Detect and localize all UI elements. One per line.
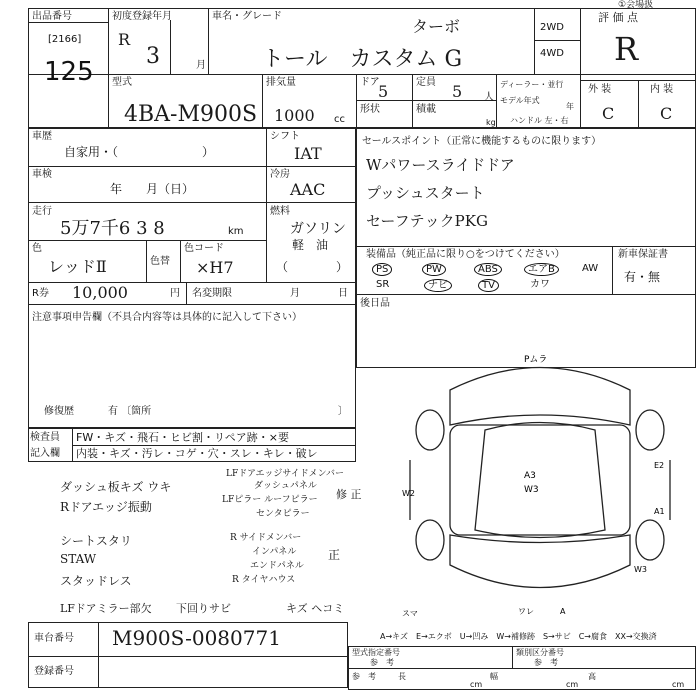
shift-label: シフト <box>270 131 300 142</box>
shape-label: 形状 <box>360 104 380 115</box>
width-label: 幅 <box>490 672 498 681</box>
first-reg-era: R <box>118 30 131 49</box>
repair-history-close: 〕 <box>338 406 348 417</box>
note-underbody: 下回りサビ <box>176 602 231 615</box>
load-label: 積載 <box>416 104 436 115</box>
displacement-value: 1000 <box>274 106 315 125</box>
evaluation-score: R <box>614 30 639 68</box>
equipment-navi: ナビ <box>424 279 452 292</box>
note-scratch-dent: キズ ヘコミ <box>286 602 345 615</box>
type-ref: 参 考 <box>370 658 394 667</box>
interior-label: 内 装 <box>650 84 674 95</box>
color-code-value: ×H7 <box>196 258 234 277</box>
equipment-aw: AW <box>582 263 599 274</box>
lot-number: 125 <box>44 57 94 87</box>
inspector-row-fw: FW・キズ・飛石・ヒビ割・リペア跡・×要 <box>76 431 289 444</box>
model-label: 型式 <box>112 77 132 88</box>
repair-list-2-a: R サイドメンバー <box>230 533 302 543</box>
note-dash-scratch: ダッシュ板キズ ウキ <box>60 480 172 494</box>
rear-items-label: 後日品 <box>360 298 390 309</box>
inspection-value: 年 月（日） <box>110 182 195 196</box>
height-label: 高 <box>588 672 596 681</box>
exterior-label: 外 装 <box>588 84 612 95</box>
damage-label-e2: E2 <box>654 461 665 470</box>
repair-history-label: 修復歴 <box>44 406 74 417</box>
chassis-label: 車台番号 <box>34 633 74 644</box>
evaluation-label: 評 価 点 <box>598 11 638 24</box>
load-unit: kg <box>486 118 496 127</box>
lot-sub: [2166] <box>48 34 82 45</box>
history-label: 車歴 <box>32 131 52 142</box>
equipment-abs: ABS <box>474 263 502 276</box>
car-front-outline <box>450 368 630 426</box>
drive-2wd: 2WD <box>540 22 564 33</box>
car-cabin-outline <box>475 423 605 538</box>
ac-value: AAC <box>290 180 326 199</box>
model-year-label: モデル年式 <box>500 96 540 105</box>
handle-label: ハンドル 左・右 <box>510 116 569 125</box>
mileage-unit: km <box>228 226 244 237</box>
shift-value: IAT <box>294 144 322 163</box>
damage-label-pmura: Pムラ <box>524 355 548 365</box>
capacity-unit: 人 <box>484 92 494 103</box>
mileage-value: 5万7千6 3 8 <box>60 218 165 239</box>
damage-legend: A→キズ E→エクボ U→凹み W→補修跡 S→サビ C→腐食 XX→交換済 <box>380 632 657 641</box>
first-reg-label: 初度登録年月 <box>112 11 172 22</box>
notes-label: 注意事項申告欄（不具合内容等は具体的に記入して下さい） <box>32 312 302 323</box>
width-unit: cm <box>566 680 579 689</box>
note-door-edge: Rドアエッジ振動 <box>60 500 152 514</box>
inspector-label-2: 記入欄 <box>30 448 60 459</box>
equipment-pw: PW <box>422 263 446 276</box>
ac-label: 冷房 <box>270 169 290 180</box>
dimension-ref: 参 考 <box>352 672 376 681</box>
first-reg-year: 3 <box>146 44 160 69</box>
fuel-label: 燃料 <box>270 206 290 217</box>
repair-list-2-d: R タイヤハウス <box>232 575 296 585</box>
mileage-label: 走行 <box>32 206 52 217</box>
repair-list-1-a: LFドアエッジサイドメンバー <box>226 469 344 479</box>
repair-list-2-b: インパネル <box>252 547 297 557</box>
interior-value: C <box>660 104 673 123</box>
displacement-label: 排気量 <box>266 77 296 88</box>
capacity-value: 5 <box>452 82 463 101</box>
length-unit: cm <box>470 680 483 689</box>
capacity-label: 定員 <box>416 77 436 88</box>
exterior-value: C <box>602 104 615 123</box>
venue-stamp: ①会場扱 <box>618 0 654 10</box>
color-code-label: 色コード <box>184 243 224 254</box>
damage-label-a: A <box>560 607 566 616</box>
vehicle-grade: トール カスタム G <box>262 47 463 72</box>
sales-point-1: Wパワースライドドア <box>366 156 515 174</box>
name-change-month: 月 <box>290 288 300 299</box>
vehicle-name-label: 車名・グレード <box>212 11 282 22</box>
color-value: レッドⅡ <box>48 257 107 276</box>
color-label: 色 <box>32 243 42 254</box>
left-front-wheel <box>416 410 444 450</box>
damage-label-w3-right: W3 <box>634 565 647 574</box>
inspector-label-1: 検査員 <box>30 432 60 443</box>
sales-point-2: プッシュスタート <box>366 184 485 202</box>
right-front-wheel <box>636 410 664 450</box>
recycle-label: R券 <box>32 288 49 299</box>
height-unit: cm <box>672 680 685 689</box>
warranty-value: 有・無 <box>624 270 661 284</box>
model-value: 4BA-M900S <box>124 102 258 127</box>
damage-label-a3: A3 <box>524 471 536 481</box>
damage-label-a1: A1 <box>654 507 665 516</box>
note-studless: スタッドレス <box>60 574 132 588</box>
repair-list-1-c: LFピラー ルーフピラー <box>222 495 318 505</box>
fuel-diesel: 軽 油 <box>292 238 329 252</box>
lot-label: 出品番号 <box>32 11 72 22</box>
car-body-outline <box>450 425 630 535</box>
door-value: 5 <box>378 82 389 101</box>
equipment-ps: PS <box>372 263 392 276</box>
car-damage-diagram <box>390 350 690 622</box>
class-ref: 参 考 <box>534 658 558 667</box>
fuel-gasoline: ガソリン <box>290 221 346 237</box>
color-change-label: 色替 <box>150 256 170 267</box>
year-unit: 年 <box>566 102 574 111</box>
damage-label-w3-center: W3 <box>524 485 539 495</box>
repair-list-1-d: センタピラー <box>256 509 310 519</box>
note-mirror: LFドアミラー部欠 <box>60 602 152 615</box>
class-designation-label: 類別区分番号 <box>516 648 564 657</box>
damage-label-suma: スマ <box>402 609 418 618</box>
inspector-row-interior: 内装・キズ・汚レ・コゲ・穴・スレ・キレ・破レ <box>76 447 318 460</box>
car-rear-outline <box>450 535 630 588</box>
recycle-unit: 円 <box>170 288 180 299</box>
equipment-leather: カワ <box>530 279 550 290</box>
repair-list-1-b: ダッシュパネル <box>254 481 317 491</box>
repair-mark-1: 修 正 <box>336 488 362 501</box>
fuel-other: （ ） <box>276 260 349 274</box>
equipment-label: 装備品（純正品に限り○をつけてください） <box>366 249 565 260</box>
door-label: ドア <box>360 77 380 88</box>
name-change-day: 日 <box>338 288 348 299</box>
repair-mark-2: 正 <box>328 548 341 562</box>
note-staw: STAW <box>60 552 97 566</box>
repair-history-value: 有 〔箇所 <box>108 406 152 417</box>
recycle-value: 10,000 <box>72 283 128 302</box>
sales-points-label: セールスポイント（正常に機能するものに限ります） <box>362 136 602 147</box>
warranty-label: 新車保証書 <box>618 249 668 260</box>
dealer-label: ディーラー・並行 <box>500 80 564 89</box>
equipment-airbag: エアB <box>524 263 559 276</box>
length-label: 長 <box>398 672 406 681</box>
drive-4wd: 4WD <box>540 48 564 59</box>
type-designation-label: 型式指定番号 <box>352 648 400 657</box>
inspection-label: 車検 <box>32 169 52 180</box>
name-change-label: 名変期限 <box>192 288 232 299</box>
history-value: 自家用・（ ） <box>64 145 215 159</box>
displacement-unit: cc <box>334 114 345 125</box>
equipment-tv: TV <box>478 279 499 292</box>
repair-list-2-c: エンドパネル <box>250 561 304 571</box>
equipment-sr: SR <box>376 279 390 290</box>
note-seat: シートスタリ <box>60 534 132 548</box>
middle-left-frame <box>28 128 356 428</box>
sales-point-3: セーフテックPKG <box>366 212 488 230</box>
damage-label-w2: W2 <box>402 489 415 498</box>
chassis-value: M900S-0080771 <box>112 626 281 650</box>
month-unit: 月 <box>196 60 206 71</box>
registration-label: 登録番号 <box>34 666 74 677</box>
right-rear-wheel <box>636 520 664 560</box>
vehicle-turbo: ターボ <box>412 17 461 36</box>
damage-label-ware: ワレ <box>518 607 534 616</box>
left-rear-wheel <box>416 520 444 560</box>
